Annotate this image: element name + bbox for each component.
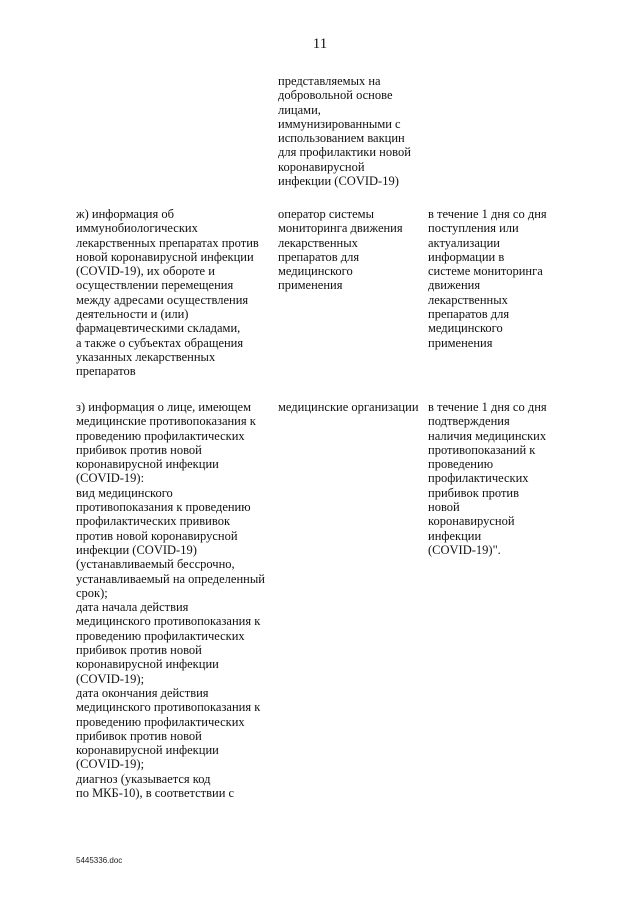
table-cell-information: ж) информация об иммунобиологических лекарственных препаратах против новой коронавирусной инфекции (COVID-19), их обороте и осуществлении перемещения между адресами осуществления деятельности и (или) фармацевтическими складами, а также о субъектах обращения указанных лекарственных препаратов — [76, 207, 259, 379]
table-cell-provider: оператор системы мониторинга движения лекарственных препаратов для медицинского применения — [278, 207, 403, 293]
table-cell-information: з) информация о лице, имеющем медицинские противопоказания к проведению профилактических прибивок против новой коронавирусной инфекции (COVID-19): вид медицинского противопоказания к проведению профилактических прививок против новой коронавирусной инфекции (COVID-19) (устанавливаемый бессрочно, устанавливаемый на определенный срок); дата начала действия медицинского противопоказания к проведению профилактических прибивок против новой коронавирусной инфекции (COVID-19); дата окончания действия медицинского противопоказания к проведению профилактических прибивок против новой коронавирусной инфекции (COVID-19); диагноз (указывается код по МКБ-10), в соответствии с — [76, 400, 265, 801]
table-cell-deadline: в течение 1 дня со дня поступления или актуализации информации в системе мониторинга движения лекарственных препаратов для медицинского применения — [428, 207, 547, 350]
page-number: 11 — [312, 36, 328, 52]
document-filename: 5445336.doc — [76, 856, 123, 865]
table-cell-provider: медицинские организации — [278, 400, 419, 414]
table-cell-deadline: в течение 1 дня со дня подтверждения наличия медицинских противопоказаний к проведению профилактических прибивок против новой коронавирусной инфекции (COVID-19)". — [428, 400, 547, 557]
table-cell-provider: представляемых на добровольной основе лицами, иммунизированными с использованием вакцин для профилактики новой коронавирусной инфекции (COVID-19) — [278, 74, 411, 189]
